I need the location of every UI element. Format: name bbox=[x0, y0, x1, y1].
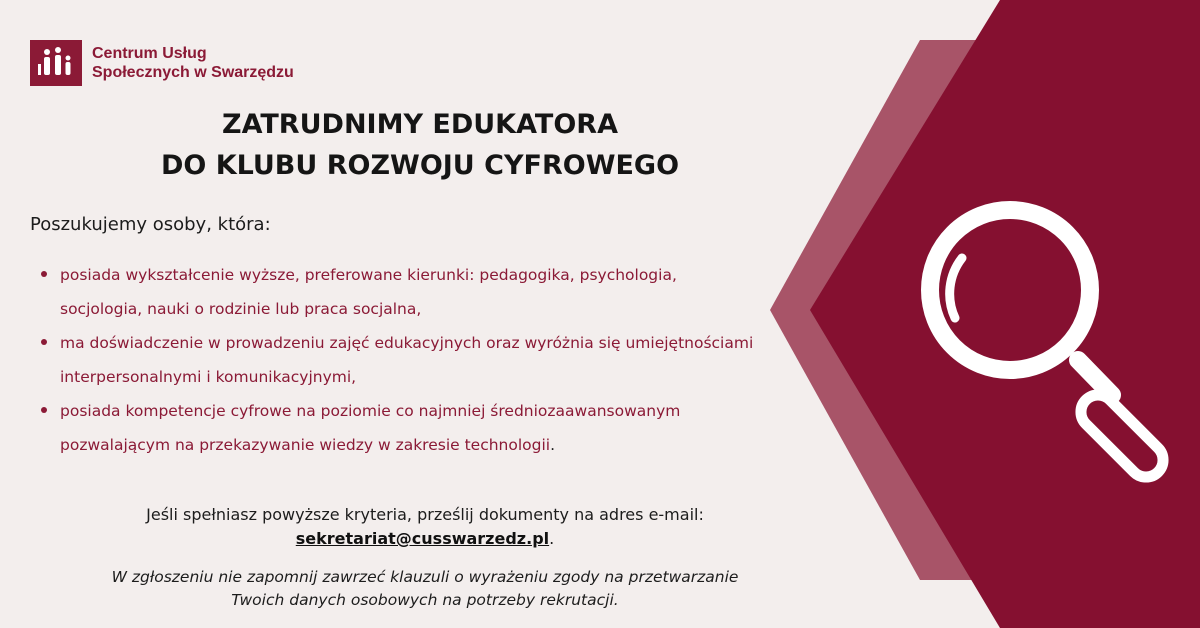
logo-line-1: Centrum Usług bbox=[92, 45, 207, 62]
requirement-end: . bbox=[550, 436, 556, 454]
logo-text bbox=[92, 44, 294, 82]
email-link[interactable]: sekretariat@cusswarzedz.pl bbox=[295, 529, 550, 548]
contact-end: . bbox=[549, 529, 555, 548]
requirement-item bbox=[36, 258, 756, 326]
contact-text: Jeśli spełniasz powyższe kryteria, prześlij dokumenty na adres e-mail: bbox=[146, 505, 704, 524]
logo bbox=[30, 40, 294, 86]
dark-chevron-shape bbox=[810, 0, 1200, 628]
consent-note bbox=[30, 566, 820, 612]
page-title-line-1: ZATRUDNIMY EDUKATORA bbox=[222, 109, 618, 140]
requirements-list bbox=[36, 258, 756, 462]
lead-text: Poszukujemy osoby, która: bbox=[30, 214, 271, 235]
page-title-line-2: DO KLUBU ROZWOJU CYFROWEGO bbox=[160, 150, 680, 181]
logo-line-2: Społecznych w Swarzędzu bbox=[92, 64, 294, 81]
requirement-item bbox=[36, 394, 756, 462]
requirement-text: posiada kompetencje cyfrowe na poziomie co najmniej średniozaawansowanym pozwalającym na przekazywanie wiedzy w zakresie technologii bbox=[60, 402, 681, 454]
page-title bbox=[30, 104, 810, 186]
consent-note-line-1: W zgłoszeniu nie zapomnij zawrzeć klauzuli o wyrażeniu zgody na przetwarzanie bbox=[111, 568, 739, 586]
contact-block bbox=[30, 503, 820, 551]
requirement-text: ma doświadczenie w prowadzeniu zajęć edukacyjnych oraz wyróżnia się umiejętnościami interpersonalnymi i komunikacyjnymi, bbox=[60, 334, 754, 386]
requirement-text: posiada wykształcenie wyższe, preferowane kierunki: pedagogika, psychologia, socjologia, nauki o rodzinie lub praca socjalna, bbox=[60, 266, 677, 318]
consent-note-line-2: Twoich danych osobowych na potrzeby rekrutacji. bbox=[231, 591, 619, 609]
requirement-item bbox=[36, 326, 756, 394]
logo-figures-icon bbox=[30, 40, 82, 86]
